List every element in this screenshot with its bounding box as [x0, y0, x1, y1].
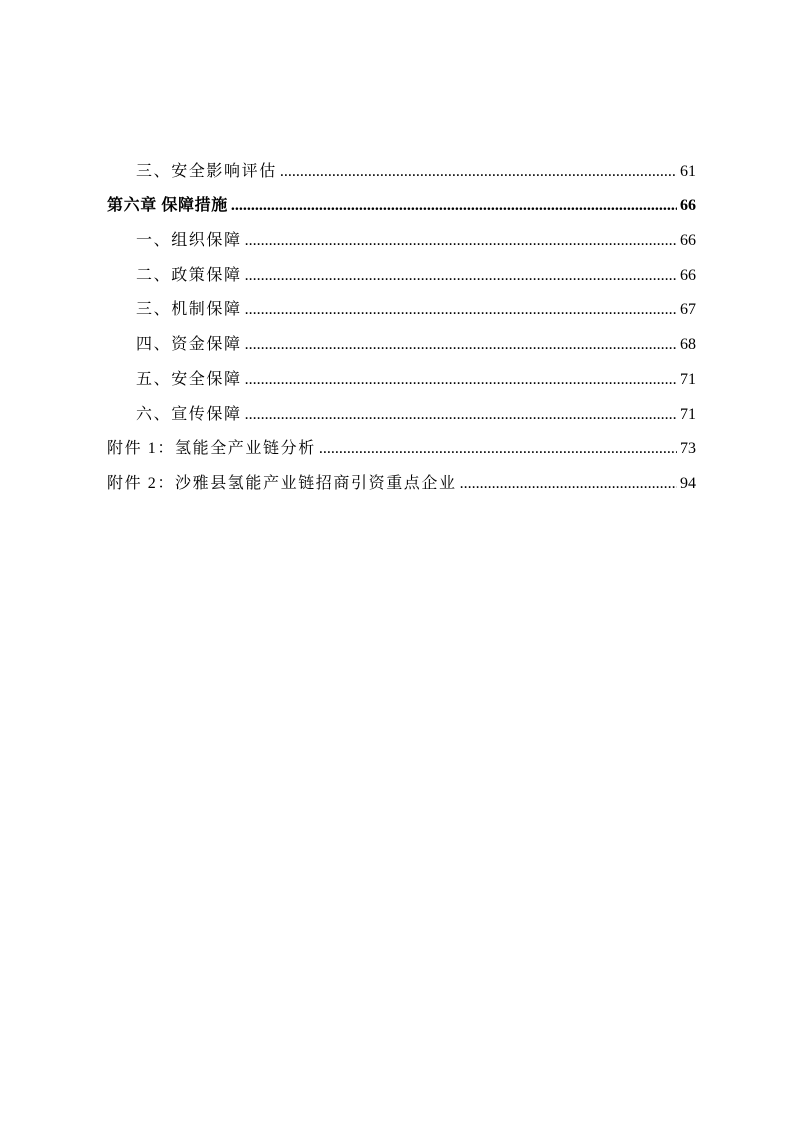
toc-entry-title: 四、资金保障: [136, 336, 242, 354]
toc-entry-page-number: 61: [680, 162, 696, 180]
toc-entry-title: 附件 1：氢能全产业链分析: [107, 440, 316, 458]
toc-entry-page-number: 71: [680, 405, 696, 423]
toc-entry-title: 第六章 保障措施: [107, 197, 228, 215]
toc-entry-appendix-2[interactable]: [107, 459, 696, 494]
toc-entry-title: 附件 2：沙雅县氢能产业链招商引资重点企业: [107, 474, 457, 492]
toc-entry-publicity[interactable]: [107, 390, 696, 425]
dot-leader: [245, 266, 677, 286]
toc-entry-page-number: 73: [680, 440, 696, 458]
toc-entry-page-number: 66: [680, 266, 696, 284]
table-of-contents: [107, 147, 696, 494]
toc-entry-title: 六、宣传保障: [136, 405, 242, 423]
dot-leader: [245, 300, 677, 320]
toc-entry-organization[interactable]: [107, 216, 696, 251]
dot-leader: [460, 474, 677, 494]
toc-entry-safety[interactable]: [107, 355, 696, 390]
dot-leader: [245, 335, 677, 355]
toc-entry-policy[interactable]: [107, 251, 696, 286]
toc-entry-page-number: 66: [680, 232, 696, 250]
toc-entry-title: 一、组织保障: [136, 232, 242, 250]
toc-entry-page-number: 68: [680, 336, 696, 354]
dot-leader: [231, 196, 677, 216]
toc-entry-title: 三、机制保障: [136, 301, 242, 319]
toc-entry-chapter-6[interactable]: [107, 182, 696, 217]
dot-leader: [245, 231, 677, 251]
toc-entry-page-number: 66: [680, 197, 696, 215]
dot-leader: [319, 439, 677, 459]
toc-entry-page-number: 94: [680, 474, 696, 492]
toc-entry-title: 五、安全保障: [136, 370, 242, 388]
toc-entry-title: 二、政策保障: [136, 266, 242, 284]
toc-entry-appendix-1[interactable]: [107, 425, 696, 460]
dot-leader: [245, 370, 677, 390]
dot-leader: [280, 162, 677, 182]
toc-entry-funding[interactable]: [107, 320, 696, 355]
toc-entry-mechanism[interactable]: [107, 286, 696, 321]
toc-entry-page-number: 67: [680, 301, 696, 319]
toc-entry-safety-impact-assessment[interactable]: [107, 147, 696, 182]
toc-entry-page-number: 71: [680, 370, 696, 388]
dot-leader: [245, 405, 677, 425]
toc-entry-title: 三、安全影响评估: [136, 162, 277, 180]
